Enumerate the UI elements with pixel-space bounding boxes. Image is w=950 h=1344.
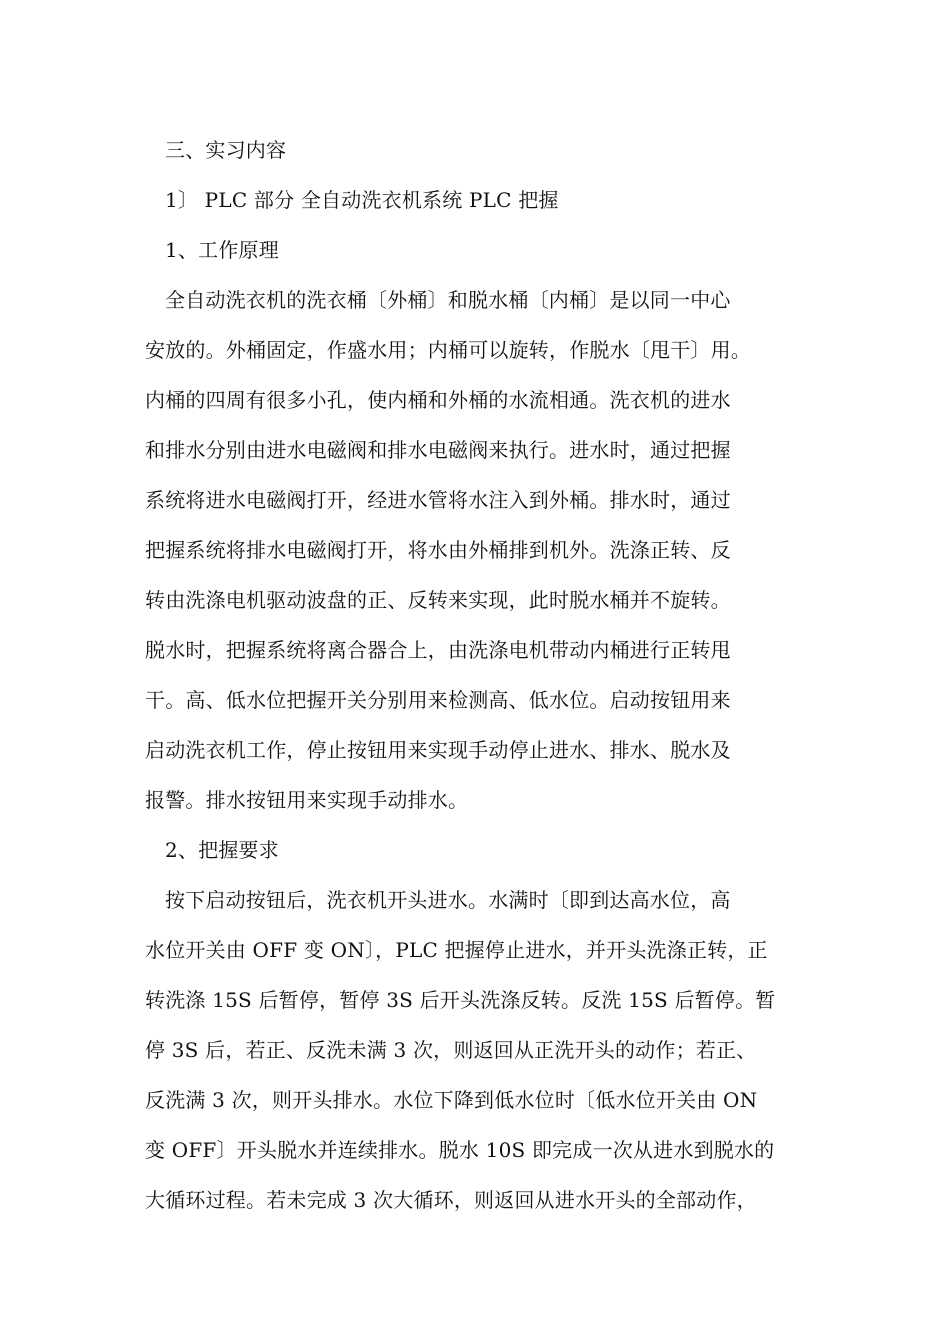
paragraph-line: 启动洗衣机工作，停止按钮用来实现手动停止进水、排水、脱水及 (145, 738, 731, 762)
paragraph-line: 变 OFF〕开头脱水并连续排水。脱水 10S 即完成一次从进水到脱水的 (145, 1138, 775, 1162)
paragraph-line: 按下启动按钮后，洗衣机开头进水。水满时〔即到达高水位，高 (165, 888, 731, 912)
paragraph-line: 水位开关由 OFF 变 ON〕，PLC 把握停止进水，并开头洗涤正转，正 (145, 938, 768, 962)
paragraph-line: 和排水分别由进水电磁阀和排水电磁阀来执行。进水时，通过把握 (145, 438, 731, 462)
heading-working-principle: 1、工作原理 (165, 238, 279, 262)
paragraph-line: 停 3S 后，若正、反洗未满 3 次，则返回从正洗开头的动作；若正、 (145, 1038, 757, 1062)
paragraph-line: 大循环过程。若未完成 3 次大循环，则返回从进水开头的全部动作， (145, 1188, 757, 1212)
section-heading: 三、实习内容 (165, 138, 287, 162)
paragraph-line: 转洗涤 15S 后暂停，暂停 3S 后开头洗涤反转。反洗 15S 后暂停。暂 (145, 988, 776, 1012)
paragraph-line: 内桶的四周有很多小孔，使内桶和外桶的水流相通。洗衣机的进水 (145, 388, 731, 412)
subsection-heading: 1〕 PLC 部分 全自动洗衣机系统 PLC 把握 (165, 188, 559, 212)
paragraph-line: 全自动洗衣机的洗衣桶〔外桶〕和脱水桶〔内桶〕是以同一中心 (165, 288, 731, 312)
heading-control-requirements: 2、把握要求 (165, 838, 279, 862)
paragraph-line: 干。高、低水位把握开关分别用来检测高、低水位。启动按钮用来 (145, 688, 731, 712)
paragraph-line: 系统将进水电磁阀打开，经进水管将水注入到外桶。排水时，通过 (145, 488, 731, 512)
paragraph-line: 转由洗涤电机驱动波盘的正、反转来实现，此时脱水桶并不旋转。 (145, 588, 731, 612)
paragraph-line: 反洗满 3 次，则开头排水。水位下降到低水位时〔低水位开关由 ON (145, 1088, 758, 1112)
paragraph-line: 把握系统将排水电磁阀打开，将水由外桶排到机外。洗涤正转、反 (145, 538, 731, 562)
paragraph-line: 脱水时，把握系统将离合器合上，由洗涤电机带动内桶进行正转甩 (145, 638, 731, 662)
paragraph-line: 安放的。外桶固定，作盛水用；内桶可以旋转，作脱水〔甩干〕用。 (145, 338, 751, 362)
paragraph-line: 报警。排水按钮用来实现手动排水。 (145, 788, 469, 812)
